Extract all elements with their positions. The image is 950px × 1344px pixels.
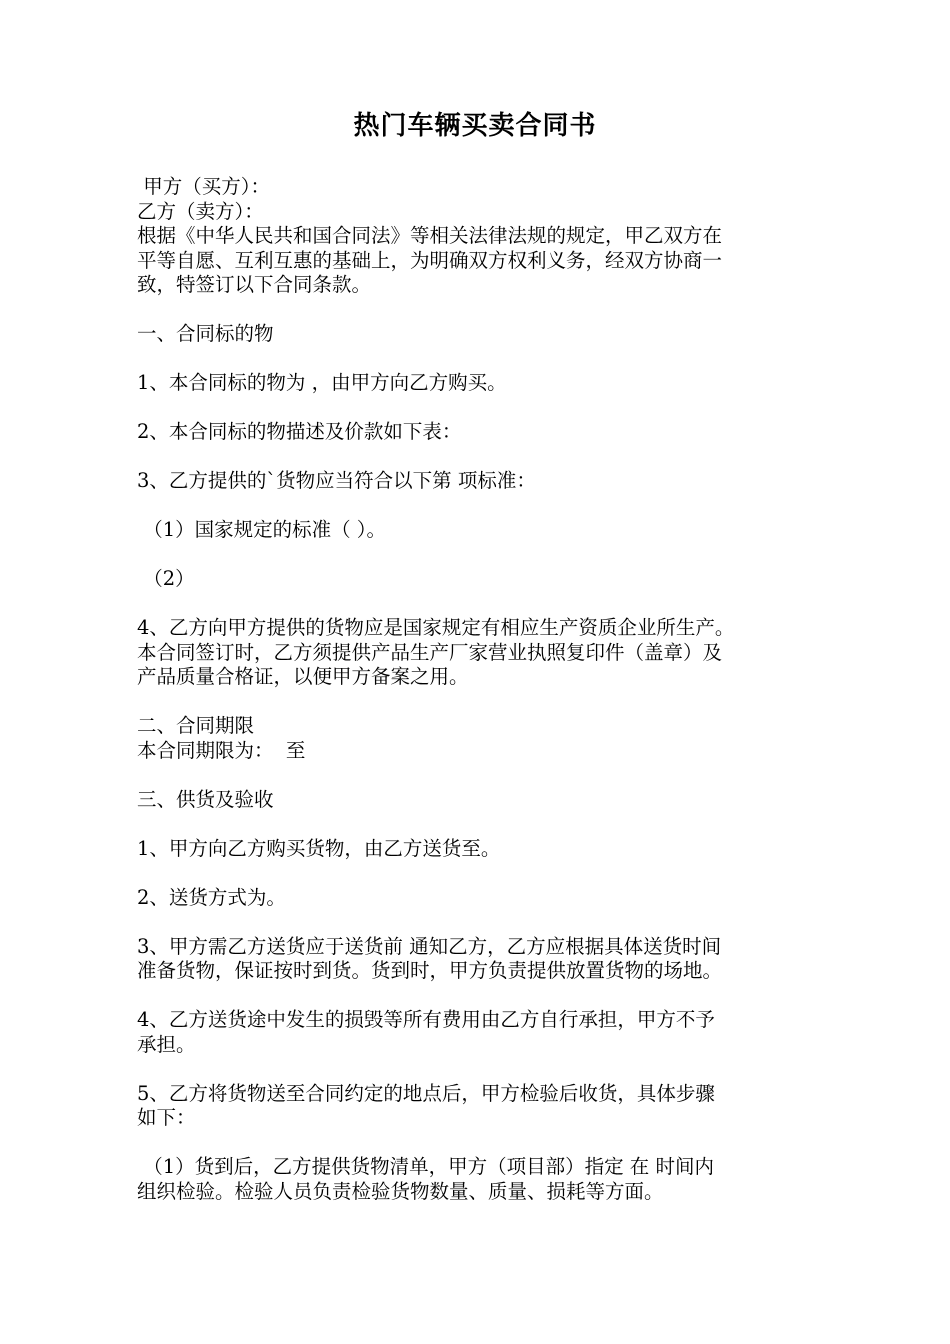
document-body [137, 175, 827, 1204]
spacer [137, 861, 827, 886]
clause-3-4-line-2: 承担。 [137, 1032, 196, 1056]
spacer [137, 812, 827, 837]
clause-3-1: 1、甲方向乙方购买货物，由乙方送货至。 [137, 836, 501, 860]
clause-1-3-sub-1: （1）国家规定的标准（ ）。 [137, 518, 387, 541]
spacer [137, 763, 827, 788]
spacer [137, 690, 827, 715]
section-heading-2: 二、合同期限 [137, 714, 255, 737]
clause-1-2: 2、本合同标的物描述及价款如下表： [137, 420, 462, 443]
section-heading-1: 一、合同标的物 [137, 322, 274, 345]
intro-line-2: 平等自愿、互利互惠的基础上，为明确双方权利义务，经双方协商一 [137, 248, 723, 272]
clause-3-5-line-1: 5、乙方将货物送至合同约定的地点后，甲方检验后收货，具体步骤 [137, 1081, 715, 1105]
spacer [137, 396, 827, 421]
spacer [137, 1131, 827, 1156]
intro-line-3: 致，特签订以下合同条款。 [137, 273, 372, 296]
clause-3-5-sub-1-line-1: （1）货到后，乙方提供货物清单，甲方（项目部）指定 在 时间内 [137, 1155, 715, 1178]
clause-3-4-line-1: 4、乙方送货途中发生的损毁等所有费用由乙方自行承担，甲方不予 [137, 1008, 715, 1031]
document-title: 热门车辆买卖合同书 [353, 111, 597, 141]
spacer [137, 494, 827, 519]
spacer [137, 347, 827, 372]
clause-1-1: 1、本合同标的物为 ，由甲方向乙方购买。 [137, 371, 507, 394]
clause-3-2: 2、送货方式为。 [137, 885, 286, 909]
clause-1-3-sub-2: （2） [137, 567, 195, 590]
intro-line-1: 根据《中华人民共和国合同法》等相关法律法规的规定，甲乙双方在 [137, 224, 723, 247]
clause-3-3-line-1: 3、甲方需乙方送货应于送货前 通知乙方，乙方应根据具体送货时间 [137, 934, 722, 958]
section-heading-3: 三、供货及验收 [137, 787, 274, 811]
clause-3-5-line-2: 如下： [137, 1106, 196, 1129]
clause-1-4-line-1: 4、乙方向甲方提供的货物应是国家规定有相应生产资质企业所生产。 [137, 616, 735, 639]
spacer [137, 445, 827, 470]
spacer [137, 1057, 827, 1082]
clause-3-5-sub-1-line-2: 组织检验。检验人员负责检验货物数量、质量、损耗等方面。 [137, 1179, 664, 1203]
clause-3-3-line-2: 准备货物，保证按时到货。货到时，甲方负责提供放置货物的场地。 [137, 959, 723, 982]
spacer [137, 592, 827, 617]
spacer [137, 984, 827, 1009]
spacer [137, 298, 827, 323]
spacer [137, 910, 827, 935]
clause-2-text: 本合同期限为： 至 [137, 738, 306, 762]
party-a-line: 甲方（买方）： [137, 175, 270, 198]
clause-1-3: 3、乙方提供的`货物应当符合以下第 项标准： [137, 469, 536, 492]
party-b-line: 乙方（卖方）： [137, 199, 264, 223]
clause-1-4-line-2: 本合同签订时，乙方须提供产品生产厂家营业执照复印件（盖章）及 [137, 640, 723, 664]
spacer [137, 543, 827, 568]
clause-1-4-line-3: 产品质量合格证，以便甲方备案之用。 [137, 665, 469, 688]
